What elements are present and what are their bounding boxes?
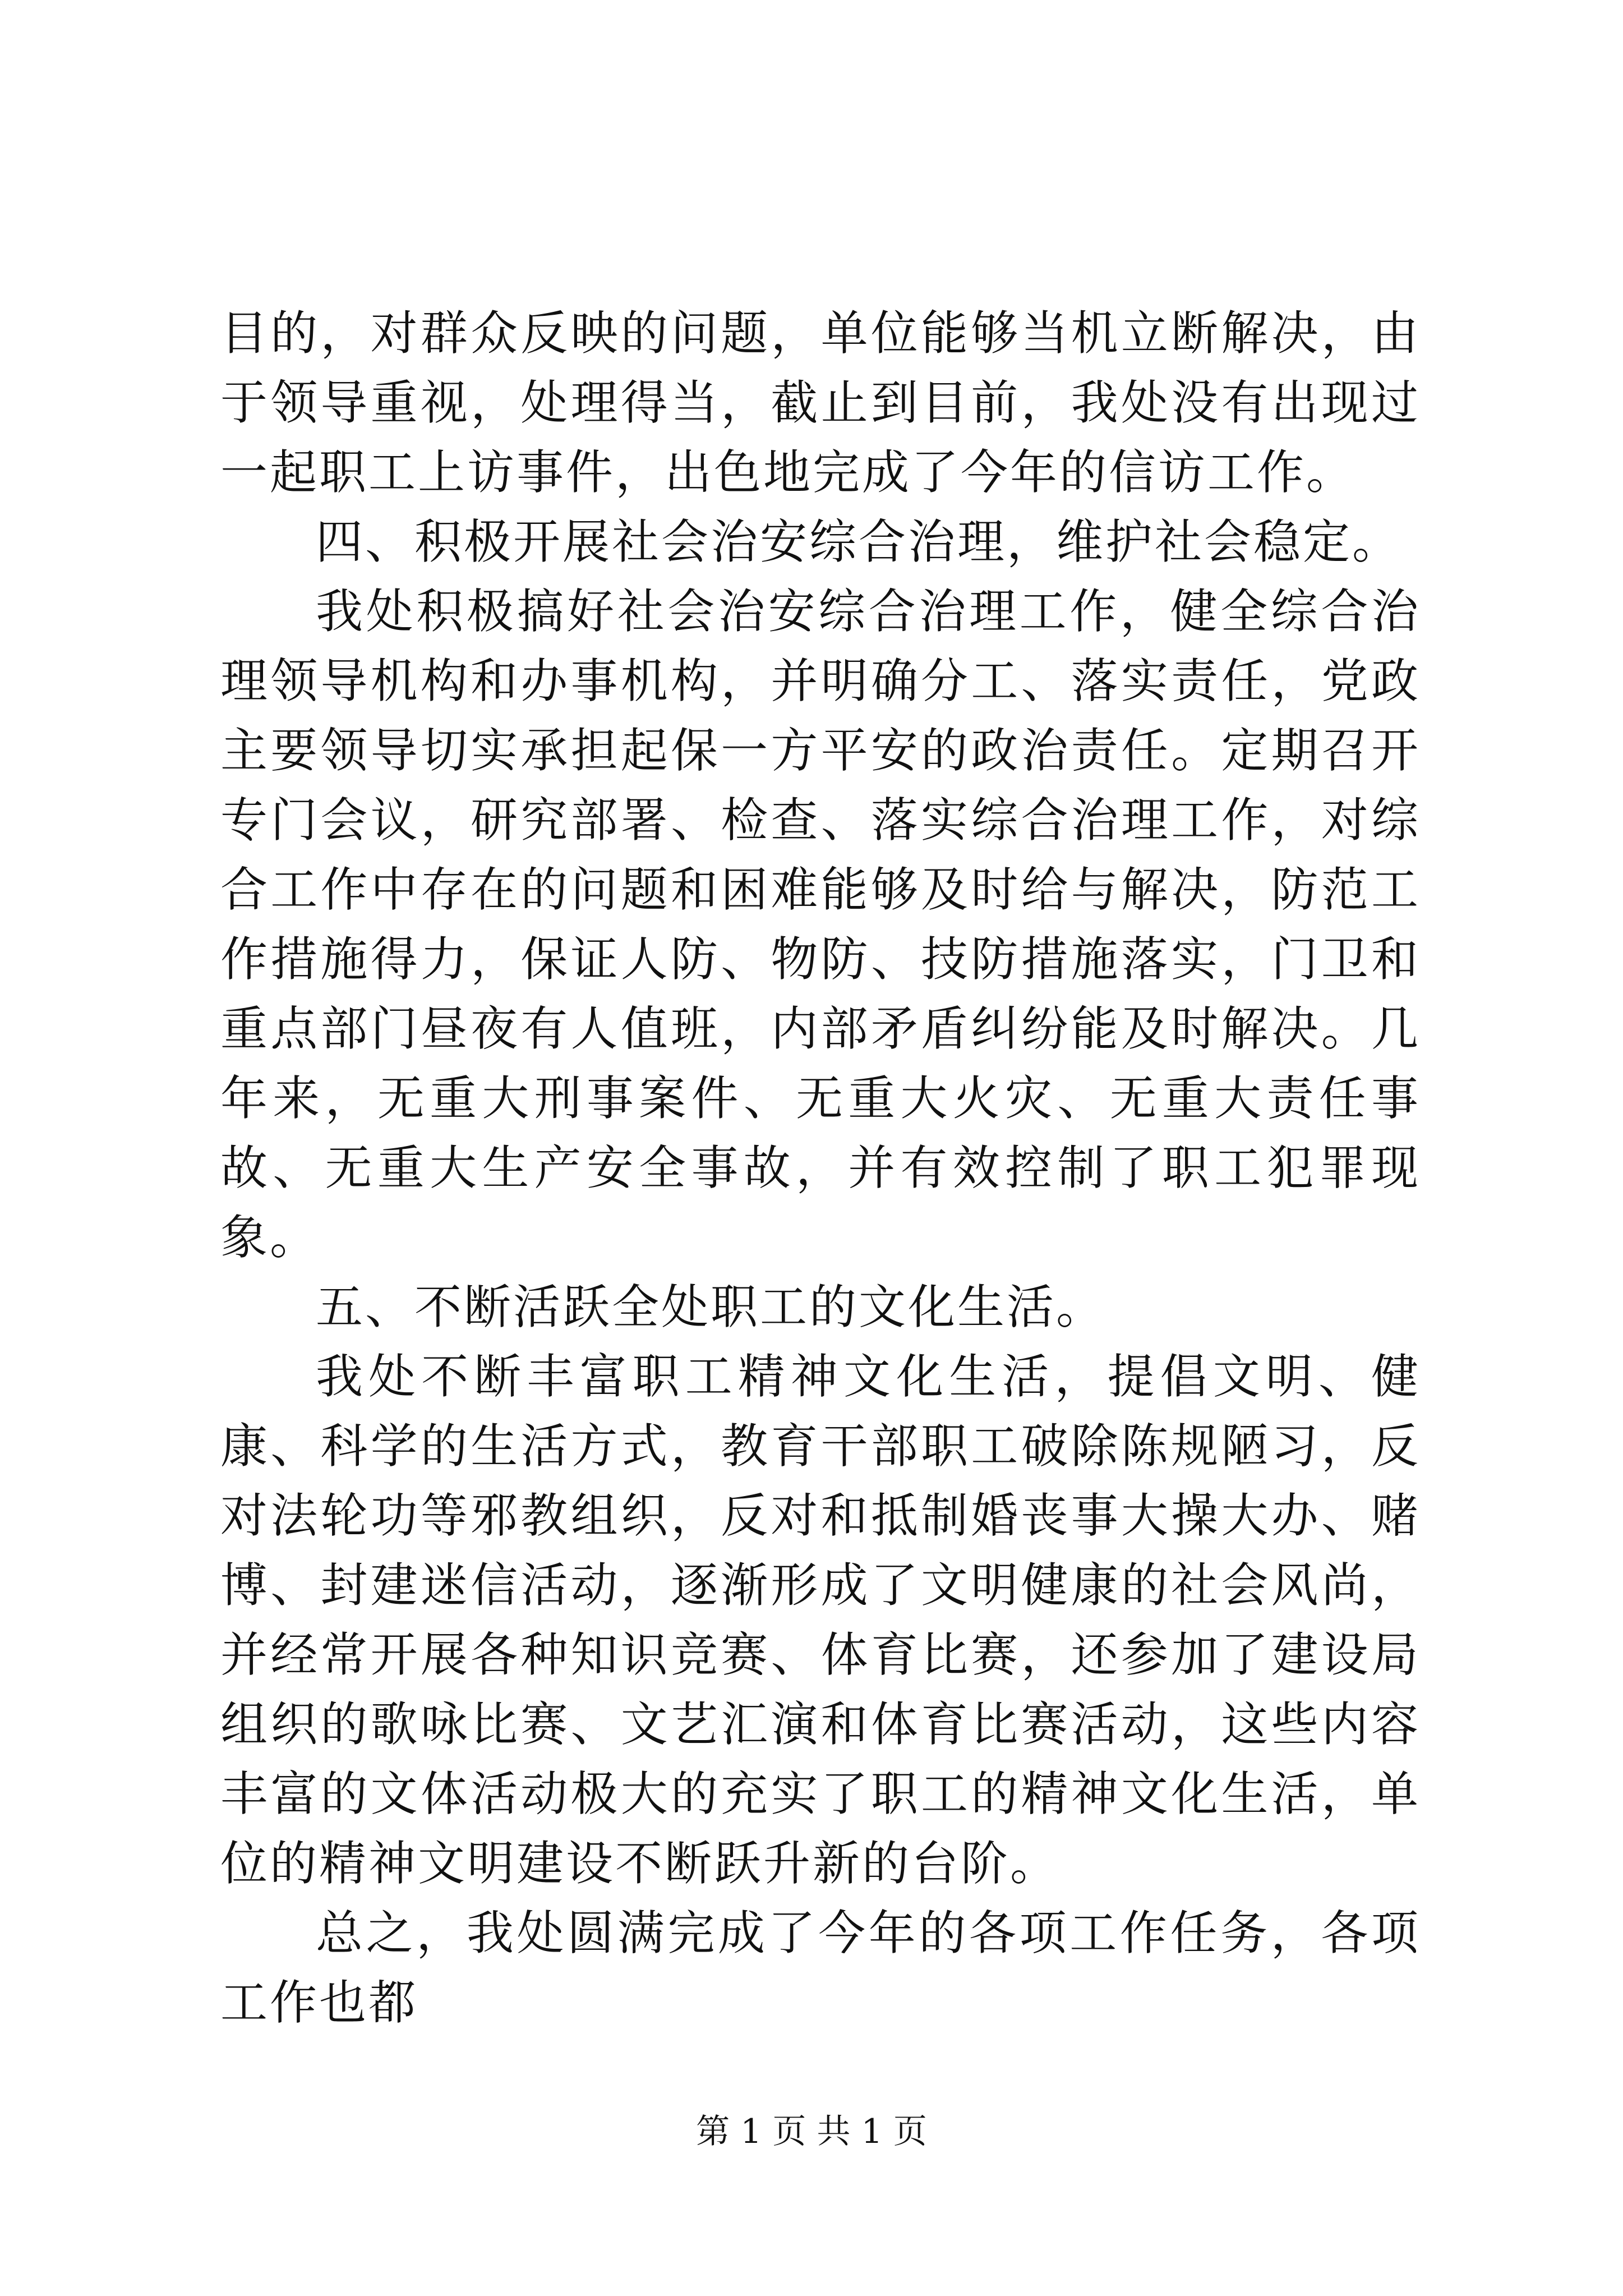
paragraph-summary: 总之，我处圆满完成了今年的各项工作任务，各项工作也都 (220, 1906, 1421, 2030)
page-footer: 第 1 页 共 1 页 (696, 2112, 927, 2151)
paragraph-continuation: 目的，对群众反映的问题，单位能够当机立断解决，由于领导重视，处理得当，截止到目前，我处没有出现过一起职工上访事件，出色地完成了今年的信访工作。 (220, 306, 1421, 500)
section-heading-five: 五、不断活跃全处职工的文化生活。 (316, 1280, 1106, 1335)
paragraph-security: 我处积极搞好社会治安综合治理工作，健全综合治理领导机构和办事机构，并明确分工、落实责任，党政主要领导切实承担起保一方平安的政治责任。定期召开专门会议，研究部署、检查、落实综合治理工作，对综合工作中存在的问题和困难能够及时给与解决，防范工作措施得力，保证人防、物防、技防措施落实，门卫和重点部门昼夜有人值班，内部矛盾纠纷能及时解决。几年来，无重大刑事案件、无重大火灾、无重大责任事故、无重大生产安全事故，并有效控制了职工犯罪现象。 (220, 584, 1421, 1265)
document-body (220, 298, 1421, 2037)
section-heading-four: 四、积极开展社会治安综合治理，维护社会稳定。 (316, 514, 1402, 569)
paragraph-culture: 我处不断丰富职工精神文化生活，提倡文明、健康、科学的生活方式，教育干部职工破除陈规陋习，反对法轮功等邪教组织，反对和抵制婚丧事大操大办、赌博、封建迷信活动，逐渐形成了文明健康的社会风尚，并经常开展各种知识竞赛、体育比赛，还参加了建设局组织的歌咏比赛、文艺汇演和体育比赛活动，这些内容丰富的文体活动极大的充实了职工的精神文化生活，单位的精神文明建设不断跃升新的台阶。 (220, 1349, 1421, 1891)
